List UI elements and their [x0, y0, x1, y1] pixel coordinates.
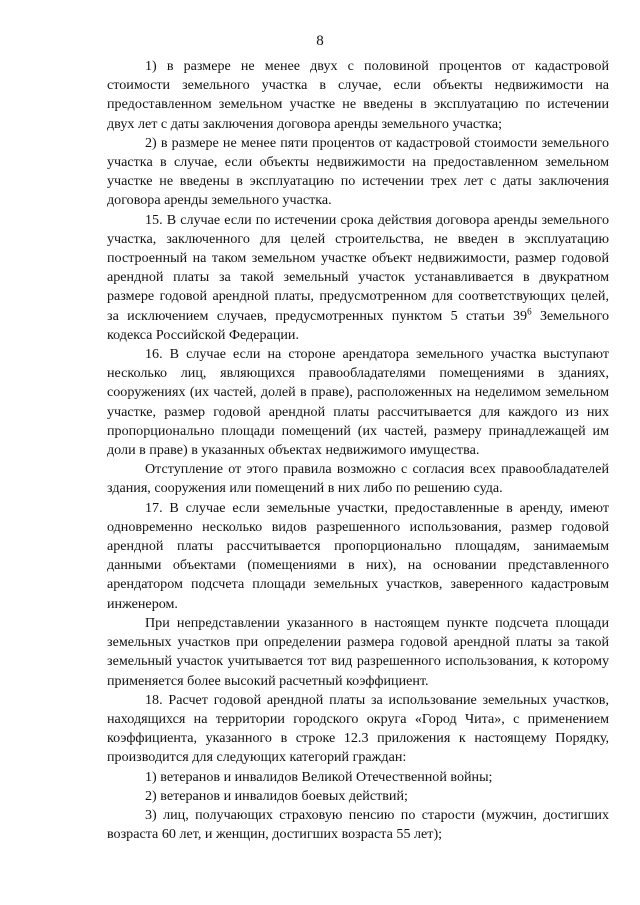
paragraph-17: 17. В случае если земельные участки, предоставленные в аренду, имеют одновременно несколько видов разрешенного использования, размер годовой арендной платы рассчитывается пропорционально площадям, занимаемым данными объектами (помещениями в них), на основании представленного арендатором подсчета площади земельных участков, заверенного кадастровым инженером.	[107, 499, 609, 612]
paragraph-17-note: При непредставлении указанного в настоящем пункте подсчета площади земельных участков при определении размера годовой арендной платы за такой земельный участок учитывается тот вид разрешенного использования, к которому применяется более высокий расчетный коэффициент.	[107, 614, 609, 689]
paragraph-16-exception: Отступление от этого правила возможно с согласия всех правообладателей здания, сооружения или помещений в них либо по решению суда.	[107, 461, 609, 497]
paragraph-18: 18. Расчет годовой арендной платы за использование земельных участков, находящихся на территории городского округа «Город Чита», с применением коэффициента, указанного в строке 12.3 приложения к настоящему Порядку, производится для следующих категорий граждан:	[107, 691, 609, 766]
paragraph-18-item-3: 3) лиц, получающих страховую пенсию по старости (мужчин, достигших возраста 60 лет, и женщин, достигших возраста 55 лет);	[107, 806, 609, 843]
paragraph-15-tail: Земельного кодекса Российской Федерации.	[107, 307, 609, 343]
paragraph-15	[107, 211, 609, 345]
paragraph-15-text: 15. В случае если по истечении срока действия договора аренды земельного участка, заключенного для целей строительства, не введен в эксплуатацию построенный на таком земельном участке объект недвижимости, размер годовой арендной платы за такой земельный участок устанавливается в двукратном размере годовой арендной платы, предусмотренном для соответствующих целей, за исключением случаев, предусмотренных пунктом 5 статьи 39	[107, 211, 609, 324]
paragraph-18-item-2: 2) ветеранов и инвалидов боевых действий;	[145, 787, 408, 804]
paragraph-14-item-1: 1) в размере не менее двух с половиной процентов от кадастровой стоимости земельного участка в случае, если объекты недвижимости на предоставленном земельном участке не введены в эксплуатацию по истечении двух лет с даты заключения договора аренды земельного участка;	[107, 58, 609, 132]
article-superscript: 6	[527, 305, 532, 316]
paragraph-14-item-2: 2) в размере не менее пяти процентов от кадастровой стоимости земельного участка в случае, если объекты недвижимости на предоставленном земельном участке не введены в эксплуатацию по истечении трех лет с даты заключения договора аренды земельного участка.	[107, 134, 609, 209]
page-number: 8	[316, 33, 324, 49]
document-body	[107, 57, 609, 844]
paragraph-18-item-1: 1) ветеранов и инвалидов Великой Отечественной войны;	[145, 768, 493, 785]
paragraph-16: 16. В случае если на стороне арендатора земельного участка выступают несколько лиц, являющихся правообладателями помещениями в зданиях, сооружениях (их частей, долей в праве), расположенных на неделимом земельном участке, размер годовой арендной платы рассчитывается для каждого из них пропорционально площади помещений (их частей, размеру принадлежащей им доли в праве) в указанных объектах недвижимого имущества.	[107, 346, 609, 459]
